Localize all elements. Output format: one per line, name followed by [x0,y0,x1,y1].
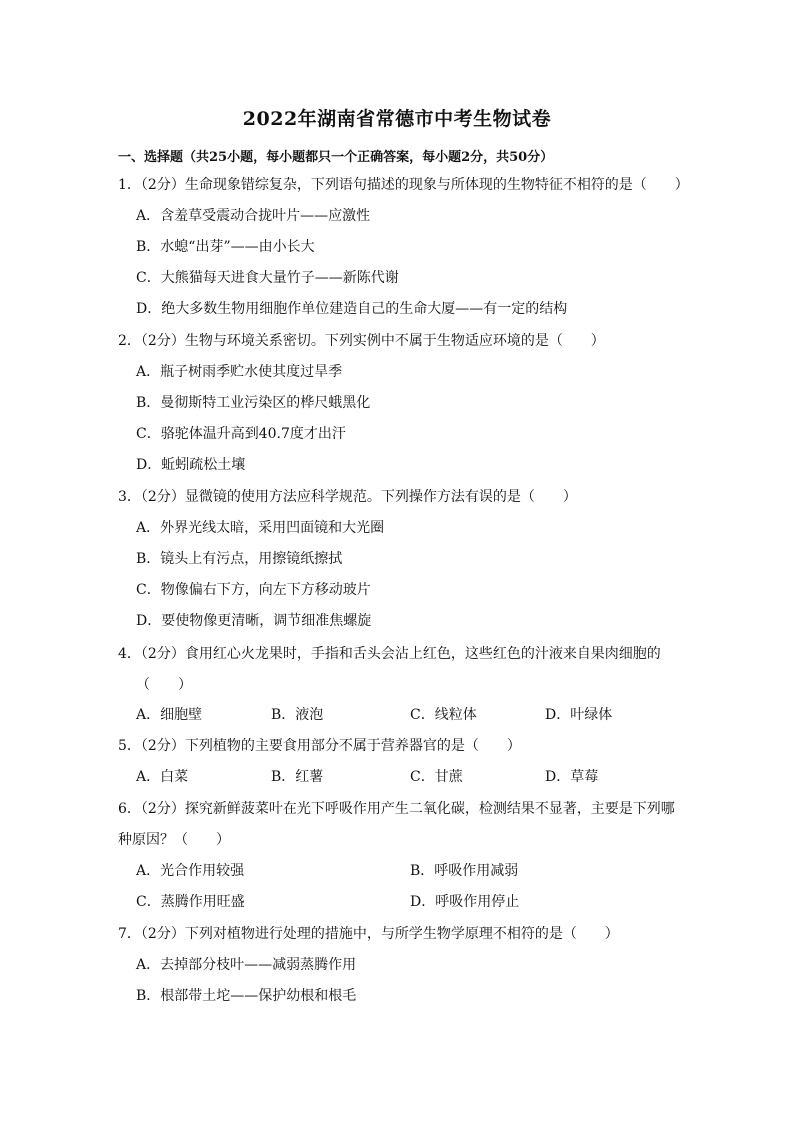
question-4-option-d: D．叶绿体 [545,707,613,723]
question-5-option-a: A．白菜 [136,769,189,785]
question-7-option-a: A．去掉部分枝叶——减弱蒸腾作用 [136,957,357,973]
question-7-stem: 7．（2分）下列对植物进行处理的措施中，与所学生物学原理不相符的是（ ） [118,926,619,942]
question-4-stem-continued: （ ） [136,677,192,693]
question-4-option-b: B．液泡 [271,707,324,723]
question-6-option-c: C．蒸腾作用旺盛 [136,894,245,910]
question-3-option-a: A．外界光线太暗，采用凹面镜和大光圈 [136,520,385,536]
question-6-stem: 6．（2分）探究新鲜菠菜叶在光下呼吸作用产生二氧化碳，检测结果不显著，主要是下列哪 [118,801,675,817]
question-1-option-d: D．绝大多数生物用细胞作单位建造自己的生命大厦——有一定的结构 [136,301,568,317]
question-7-option-b: B．根部带土坨——保护幼根和根毛 [136,988,357,1004]
question-2-option-d: D．蚯蚓疏松土壤 [136,457,246,473]
question-2-option-b: B．曼彻斯特工业污染区的桦尺蛾黑化 [136,395,371,411]
question-3-option-b: B．镜头上有污点，用擦镜纸擦拭 [136,551,343,567]
question-1-option-a: A．含羞草受震动合拢叶片——应激性 [136,208,371,224]
question-1-stem: 1．（2分）生命现象错综复杂，下列语句描述的现象与所体现的生物特征不相符的是（ ） [118,177,689,193]
question-1-option-b: B．水螅“出芽”——由小长大 [136,239,315,255]
question-2-option-a: A．瓶子树雨季贮水使其度过旱季 [136,364,343,380]
question-6-option-a: A．光合作用较强 [136,863,245,879]
question-4-option-a: A．细胞壁 [136,707,203,723]
question-6-stem-continued: 种原因？（ ） [118,832,230,848]
question-4-stem: 4．（2分）食用红心火龙果时，手指和舌头会沾上红色，这些红色的汁液来自果肉细胞的 [118,646,661,662]
section-heading: 一、选择题（共25小题，每小题都只一个正确答案，每小题2分，共50分） [118,150,554,165]
question-3-option-c: C．物像偏右下方，向左下方移动玻片 [136,582,371,598]
question-5-stem: 5．（2分）下列植物的主要食用部分不属于营养器官的是（ ） [118,738,521,754]
question-3-option-d: D．要使物像更清晰，调节细准焦螺旋 [136,613,372,629]
question-1-option-c: C．大熊猫每天进食大量竹子——新陈代谢 [136,270,399,286]
question-5-option-b: B．红薯 [271,769,324,785]
question-4-option-c: C．线粒体 [410,707,477,723]
question-2-stem: 2．（2分）生物与环境关系密切。下列实例中不属于生物适应环境的是（ ） [118,333,605,349]
question-5-option-c: C．甘蔗 [410,769,463,785]
question-2-option-c: C．骆驼体温升高到40.7度才出汗 [136,426,346,442]
question-6-option-b: B．呼吸作用减弱 [410,863,519,879]
page-title: 2022年湖南省常德市中考生物试卷 [242,108,552,130]
question-5-option-d: D．草莓 [545,769,599,785]
question-6-option-d: D．呼吸作用停止 [410,894,520,910]
question-3-stem: 3．（2分）显微镜的使用方法应科学规范。下列操作方法有误的是（ ） [118,489,577,505]
